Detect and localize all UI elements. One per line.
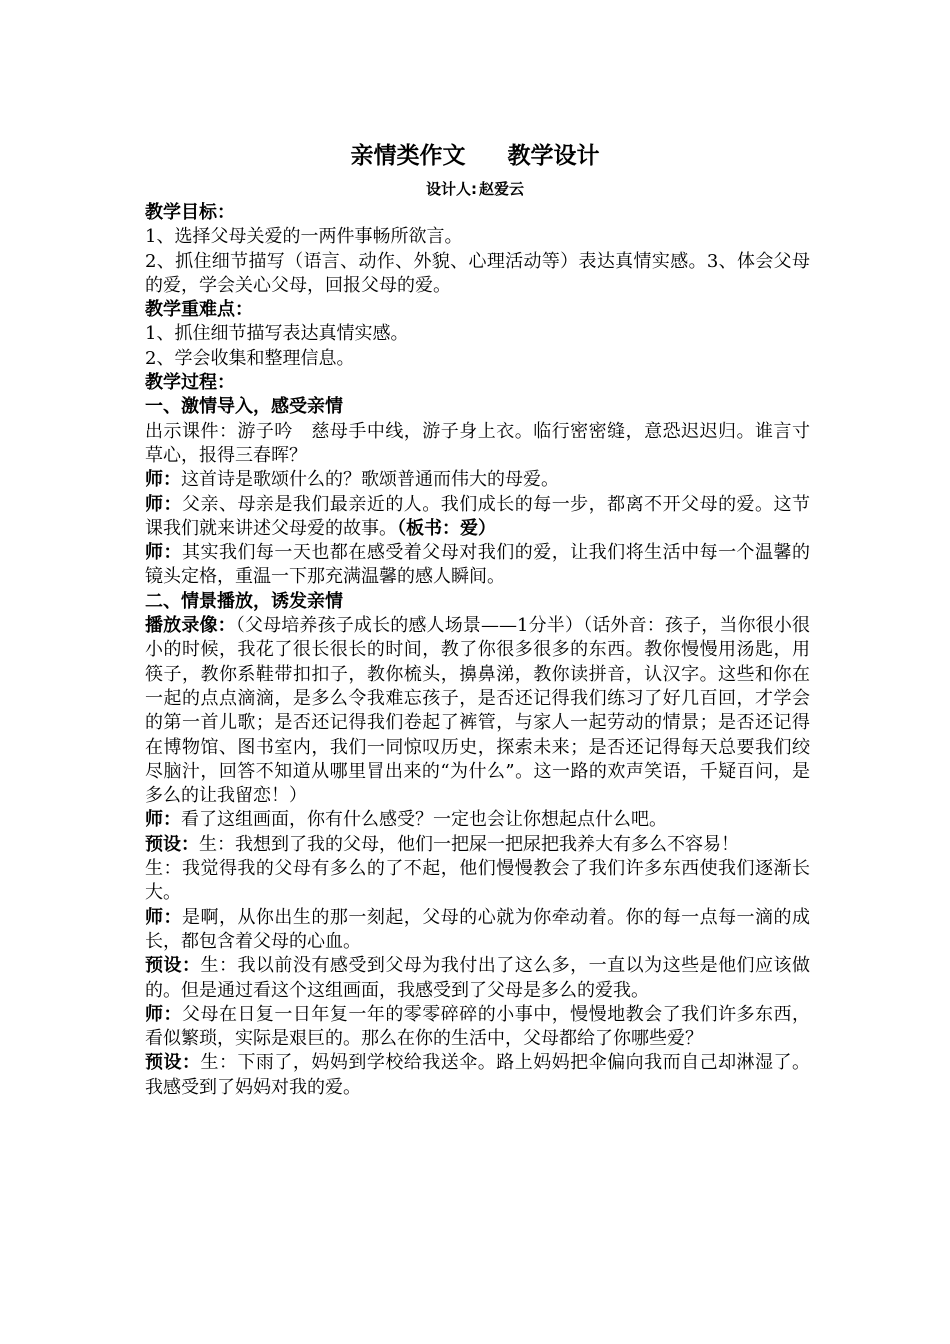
teacher-label: 师：	[145, 493, 182, 515]
key-1: 1、抓住细节描写表达真情实感。	[145, 323, 409, 345]
preset-label: 预设：	[145, 1052, 201, 1074]
teacher-text: 是啊，从你出生的那一刻起，父母的心就为你牵动着。你的每一点每一滴的成长，都包含着父母的心血。	[145, 906, 811, 952]
preset-paragraph	[145, 833, 810, 857]
teacher-text: 其实我们每一天也都在感受着父母对我们的爱，让我们将生活中每一个温馨的镜头定格，重温一下那充满温馨的感人瞬间。	[145, 542, 811, 588]
goal-2-3: 2、抓住细节描写（语言、动作、外貌、心理活动等）表达真情实感。3、体会父母的爱，学会关心父母，回报父母的爱。	[145, 250, 810, 296]
document-body	[145, 201, 810, 1100]
poem-text: 慈母手中线，游子身上衣。临行密密缝，意恐迟迟归。谁言寸草心，报得三春晖？	[145, 420, 811, 466]
document-title	[0, 137, 950, 170]
preset-paragraph	[145, 1051, 810, 1100]
video-paragraph	[145, 614, 810, 808]
teacher-paragraph	[145, 468, 810, 492]
preset-label: 预设：	[145, 955, 201, 977]
video-label: 播放录像：	[145, 615, 236, 637]
teacher-label: 师：	[145, 809, 181, 831]
student-paragraph: 生：我觉得我的父母有多么的了不起，他们慢慢教会了我们许多东西使我们逐渐长大。	[145, 858, 810, 904]
preset-paragraph	[145, 954, 810, 1003]
teacher-paragraph	[145, 1003, 810, 1052]
student-text: 生：我想到了我的父母，他们一把屎一把尿把我养大有多么不容易！	[199, 833, 739, 855]
key-2: 2、学会收集和整理信息。	[145, 347, 355, 369]
teacher-text: 父母在日复一日年复一年的零零碎碎的小事中，慢慢地教会了我们许多东西，看似繁琐，实际是艰巨的。那么在你的生活中，父母都给了你哪些爱？	[145, 1003, 811, 1050]
part1-heading: 一、激情导入，感受亲情	[145, 396, 343, 418]
teacher-paragraph	[145, 906, 810, 955]
student-text: 生：下雨了，妈妈到学校给我送伞。路上妈妈把伞偏向我而自己却淋湿了。我感受到了妈妈对我的爱。	[145, 1052, 811, 1098]
teacher-label: 师：	[145, 469, 181, 491]
teacher-text: 这首诗是歌颂什么的？歌颂普通而伟大的母爱。	[181, 469, 559, 491]
courseware-label: 出示课件：游子吟	[145, 420, 293, 442]
student-text: 生：我以前没有感受到父母为我付出了这么多，一直以为这些是他们应该做的。但是通过看这个这组画面，我感受到了父母是多么的爱我。	[145, 955, 811, 1001]
teacher-label: 师：	[145, 1003, 182, 1025]
video-text: （父母培养孩子成长的感人场景——1分半）（话外音：孩子，当你很小很小的时候，我花了很长很长的时间，教了你很多很多的东西。教你慢慢用汤匙，用筷子，教你系鞋带扣扣子，教你梳头，擤鼻涕，教你读拼音，认汉字。这些和你在一起的点点滴滴，是多么令我难忘孩子，是否还记得我们练习了好几百回，才学会的第一首儿歌；是否还记得我们卷起了裤管，与家人一起劳动的情景；是否还记得在博物馆、图书室内，我们一同惊叹历史，探索未来；是否还记得每天总要我们绞尽脑汁，回答不知道从哪里冒出来的“为什么”。这一路的欢声笑语，千疑百问，是多么的让我留恋！）	[145, 615, 811, 807]
teacher-text: 看了这组画面，你有什么感受？一定也会让你想起点什么吧。	[181, 809, 667, 831]
title-part2: 教学设计	[507, 143, 600, 169]
author-line	[0, 178, 950, 199]
title-part1: 亲情类作文	[350, 143, 466, 169]
process-heading: 教学过程：	[145, 372, 235, 394]
board-note: （板书：爱）	[397, 517, 496, 539]
teacher-label: 师：	[145, 542, 182, 564]
teacher-text: 父亲、母亲是我们最亲近的人。我们成长的每一步，都离不开父母的爱。这节课我们就来讲述父母爱的故事。	[145, 493, 811, 539]
teacher-paragraph	[145, 808, 810, 832]
courseware-paragraph	[145, 420, 810, 469]
teacher-paragraph	[145, 493, 810, 542]
teacher-paragraph	[145, 541, 810, 590]
author-label: 设计人:	[425, 180, 477, 198]
goal-1: 1、选择父母关爱的一两件事畅所欲言。	[145, 226, 463, 248]
author-name: 赵爱云	[478, 180, 524, 198]
key-heading: 教学重难点：	[145, 299, 253, 321]
preset-label: 预设：	[145, 833, 199, 855]
goals-heading: 教学目标：	[145, 202, 235, 223]
teacher-label: 师：	[145, 906, 182, 928]
part2-heading: 二、情景播放，诱发亲情	[145, 590, 343, 612]
